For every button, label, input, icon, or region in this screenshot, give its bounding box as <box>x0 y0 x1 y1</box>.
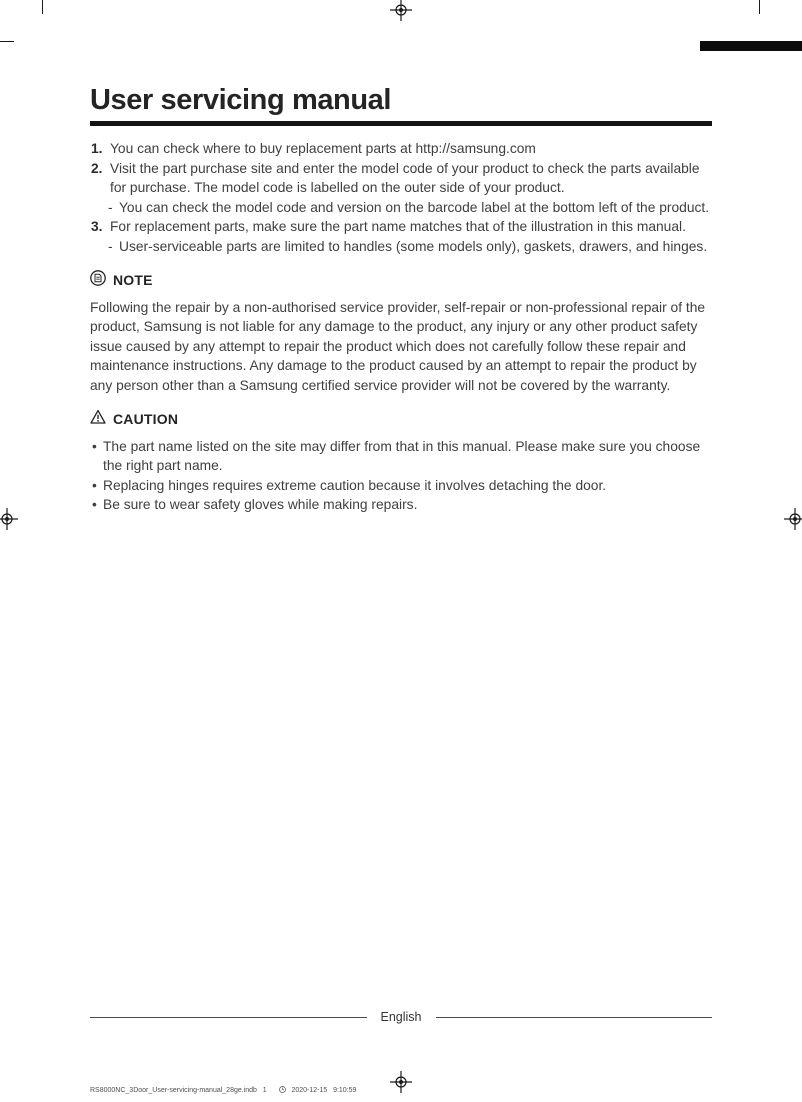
caution-heading <box>90 409 712 430</box>
note-label: NOTE <box>113 272 153 289</box>
step-number: 1. <box>91 141 103 156</box>
sub-item <box>108 198 712 218</box>
step-item <box>90 217 712 256</box>
clock-icon <box>272 1079 287 1102</box>
prepress-filename: RS8000NC_3Door_User-servicing-manual_28ge.indb 1 <box>90 1087 267 1094</box>
sub-text: User-serviceable parts are limited to handles (some models only), gaskets, drawers, and hinges. <box>119 238 708 254</box>
registration-mark-bottom <box>390 1071 412 1098</box>
footer-rule-right <box>436 1017 713 1018</box>
footer-rule-left <box>90 1017 367 1018</box>
step-number: 3. <box>91 219 103 235</box>
prepress-info-line <box>90 1079 356 1102</box>
sub-item <box>108 237 712 257</box>
dash-marker: - <box>108 238 113 254</box>
caution-item <box>90 495 712 515</box>
page-footer <box>90 1010 712 1024</box>
crop-mark-top-left-horizontal <box>0 41 14 42</box>
registration-mark-left <box>0 508 18 535</box>
step-number: 2. <box>91 160 103 176</box>
step-item <box>90 139 712 159</box>
caution-label: CAUTION <box>113 411 179 428</box>
bullet-marker: • <box>92 438 97 454</box>
registration-mark-top <box>390 0 412 26</box>
note-body: Following the repair by a non-authorised service provider, self-repair or non-professional repair of the product, Samsung is not liable for any damage to the product, any injury or any other product safety issue caused by any attempt to repair the product which does not carefully follow these repair and maintenance instructions. Any damage to the product caused by an attempt to repair the product by any person other than a Samsung certified service provider will not be covered by the warranty. <box>90 299 706 393</box>
caution-text: Be sure to wear safety gloves while making repairs. <box>103 497 418 513</box>
caution-item <box>90 476 712 496</box>
bullet-marker: • <box>92 477 97 493</box>
page-title: User servicing manual <box>90 84 392 116</box>
step-text: For replacement parts, make sure the part name matches that of the illustration in this manual. <box>110 219 686 235</box>
caution-text: The part name listed on the site may differ from that in this manual. Please make sure you choose the right part name. <box>103 438 701 474</box>
caution-text: Replacing hinges requires extreme caution because it involves detaching the door. <box>103 477 607 493</box>
bullet-marker: • <box>92 497 97 513</box>
crop-mark-top-right-vertical <box>759 0 760 14</box>
caution-icon <box>90 409 106 430</box>
dash-marker: - <box>108 199 113 215</box>
caution-list <box>90 437 712 515</box>
title-rule <box>90 121 712 126</box>
registration-mark-right <box>784 508 802 535</box>
note-heading <box>90 270 712 291</box>
steps-list <box>90 139 712 257</box>
print-color-bar <box>700 41 802 51</box>
prepress-timestamp: 2020-12-15 9:10:59 <box>291 1087 357 1094</box>
step-text: You can check where to buy replacement parts at http://samsung.com <box>110 141 536 156</box>
caution-item <box>90 437 712 476</box>
crop-mark-top-left-vertical <box>42 0 43 14</box>
page-content <box>90 82 712 515</box>
step-text: Visit the part purchase site and enter the model code of your product to check the parts available for purchase. The model code is labelled on the outer side of your product. <box>110 160 700 196</box>
step-item <box>90 159 712 218</box>
note-icon <box>90 270 106 291</box>
sub-list <box>108 198 712 218</box>
sub-list <box>108 237 712 257</box>
sub-text: You can check the model code and version on the barcode label at the bottom left of the product. <box>119 199 710 215</box>
footer-language-label: English <box>380 1010 422 1024</box>
